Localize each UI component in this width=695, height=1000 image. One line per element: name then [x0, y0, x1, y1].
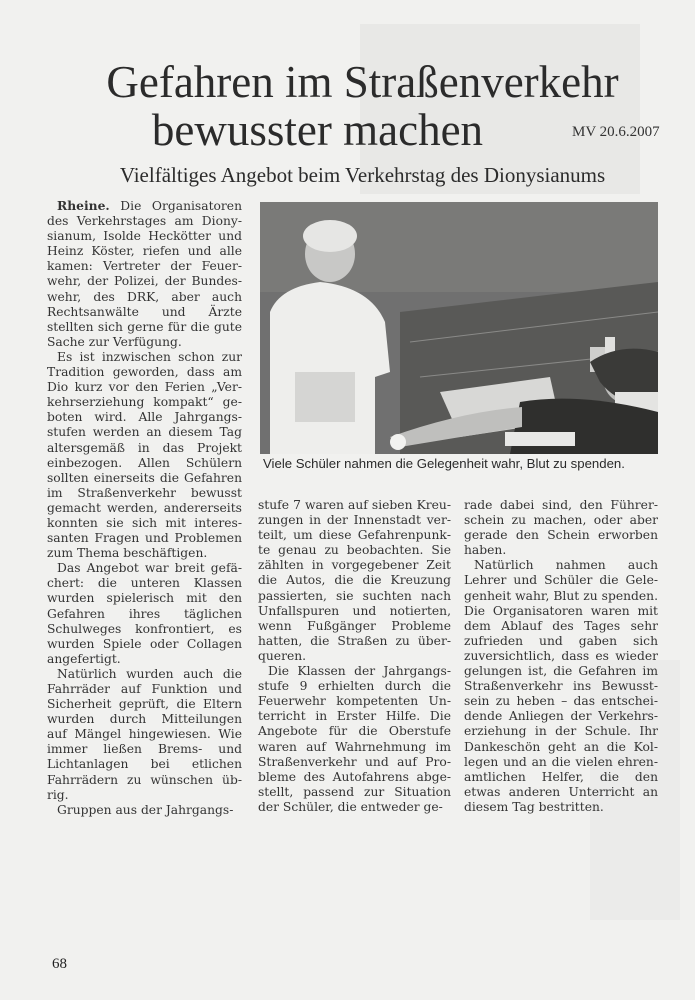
headline-line-2: bewusster machen	[151, 105, 484, 155]
headline-line-1: Gefahren im Straßenverkehr	[106, 57, 619, 107]
paragraph: Das Angebot war breit gefächert: die unteren Klassen wurden spielerisch mit den Gefahren ihres täglichen Schulweges konfrontiert, es wurden Spiele oder Collagen angefertigt.	[47, 561, 242, 666]
page-number: 68	[52, 956, 67, 972]
paragraph: Gruppen aus der Jahrgangs-	[57, 802, 234, 817]
paragraph: Natürlich nahmen auch Lehrer und Schüler die Gelegenheit wahr, Blut zu spenden. Die Organisatoren waren mit dem Ablauf des Tages sehr zufrieden und gaben sich zuversichtlich, dass es wieder gelungen ist, die Gefahren im Straßenverkehr ins Bewusstsein zu heben – das entscheidende Anliegen der Verkehrserziehung in der Schule. Ihr Dankeschön geht an die Kollegen und an die vielen ehrenamtlichen Helfer, die den etwas anderen Unterricht an diesem Tag bestritten.	[464, 558, 658, 814]
paragraph: Es ist inzwischen schon zur Tradition geworden, dass am Dio kurz vor den Ferien „Verkehrserziehung kompakt“ geboten wird. Alle Jahrgangsstufen werden an diesem Tag altersgemäß in das Projekt einbezogen. Allen Schülern sollten einerseits die Gefahren im Straßenverkehr bewusst gemacht werden, andererseits konnten sie sich mit interessanten Fragen und Problemen zum Thema beschäftigen.	[47, 349, 242, 561]
column-2	[258, 498, 451, 815]
paragraph: Rheine. Die Organisatoren des Verkehrstages am Dionysianum, Isolde Heckötter und Heinz Köster, riefen und alle kamen: Vertreter der Feuerwehr, der Polizei, der Bundeswehr, des DRK, aber auch Rechtsanwälte und Ärzte stellten sich gerne für die gute Sache zur Verfügung.	[47, 198, 242, 349]
column-3	[464, 498, 658, 815]
column-1	[47, 198, 242, 818]
place-name: Rheine.	[57, 198, 110, 213]
paragraph: stufe 7 waren auf sieben Kreuzungen in der Innenstadt verteilt, um diese Gefahrenpunkte genau zu beobachten. Sie zählten in vorgegebener Zeit die Autos, die die Kreuzung passierten, sie suchten nach Unfallspuren und notierten, wenn Fußgänger Probleme hatten, die Straßen zu überqueren.	[258, 498, 451, 663]
paragraph: Die Klassen der Jahrgangsstufe 9 erhielten durch die Feuerwehr kompetenten Unterricht in Erster Hilfe. Die Angebote für die Oberstufe waren auf Wahrnehmung im Straßenverkehr und auf Probleme des Autofahrens abgestellt, passend zur Situation der Schüler, die entweder ge-	[258, 664, 451, 814]
article-photo	[260, 202, 658, 454]
blood-donation-photo	[260, 202, 658, 454]
paragraph: rade dabei sind, den Führerschein zu machen, oder aber gerade den Schein erworben haben.	[464, 498, 658, 558]
photo-caption: Viele Schüler nahmen die Gelegenheit wahr, Blut zu spenden.	[263, 456, 625, 471]
paragraph: Natürlich wurden auch die Fahrräder auf Funktion und Sicherheit geprüft, die Eltern wurden durch Mitteilungen auf Mängel hingewiesen. Wie immer ließen Brems- und Lichtanlagen bei etlichen Fahrrädern zu wünschen übrig.	[47, 666, 242, 802]
subtitle: Vielfältiges Angebot beim Verkehrstag des Dionysianums	[119, 163, 606, 187]
dateline: MV 20.6.2007	[572, 124, 660, 140]
